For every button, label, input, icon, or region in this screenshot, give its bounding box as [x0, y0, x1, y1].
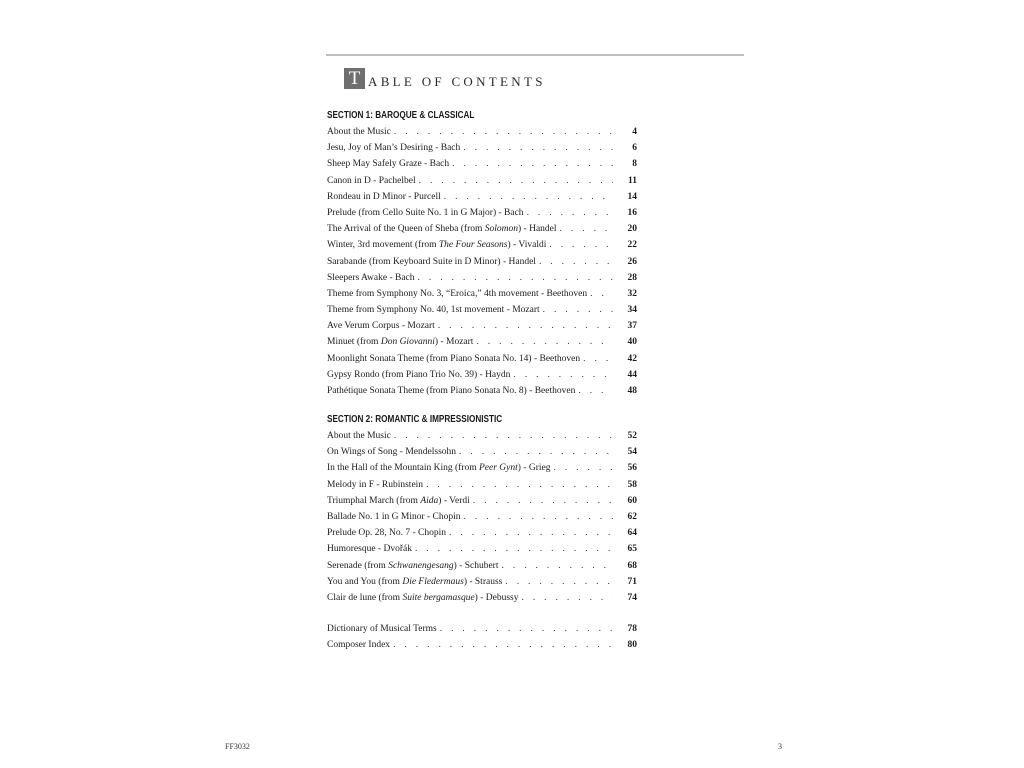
dot-leader	[550, 460, 613, 476]
toc-heading	[344, 67, 546, 89]
entry-page-number: 71	[627, 576, 637, 587]
dot-leader	[435, 318, 613, 334]
section-1-entry[interactable]	[327, 351, 637, 367]
entry-page-number: 80	[627, 640, 637, 651]
entry-page-number: 74	[627, 592, 637, 603]
entry-page-number: 42	[627, 353, 637, 364]
dot-leader	[587, 286, 613, 302]
section-1-entry[interactable]	[327, 367, 637, 383]
entry-title: Sheep May Safely Graze - Bach	[327, 159, 450, 170]
dot-leader	[441, 189, 613, 205]
dot-leader	[437, 621, 613, 637]
section-1-entry[interactable]	[327, 286, 637, 302]
entry-title: Winter, 3rd movement (from The Four Seasons) - Vivaldi	[327, 240, 547, 251]
section-2-entry[interactable]	[327, 477, 637, 493]
section-2-entry[interactable]	[327, 541, 637, 557]
entry-page-number: 62	[627, 511, 637, 522]
dot-leader	[470, 493, 613, 509]
section-2-entry[interactable]	[327, 493, 637, 509]
footer-catalog-code: FF3032	[225, 742, 250, 751]
footer-page-number: 3	[778, 742, 782, 751]
entry-page-number: 48	[627, 386, 637, 396]
entry-page-number: 64	[627, 528, 637, 539]
entry-page-number: 60	[627, 495, 637, 506]
entry-page-number: 56	[627, 463, 637, 474]
entry-page-number: 28	[627, 272, 637, 283]
entry-page-number: 54	[627, 447, 637, 458]
dot-leader	[460, 140, 613, 156]
section-2-entry[interactable]	[327, 525, 637, 541]
entry-title: Minuet (from Don Giovanni) - Mozart	[327, 337, 474, 348]
dot-leader	[390, 637, 613, 653]
entry-page-number: 11	[628, 175, 637, 186]
dot-leader	[499, 558, 614, 574]
section-2-entry[interactable]	[327, 460, 637, 476]
dot-leader	[510, 367, 613, 383]
section-1-entry[interactable]	[327, 140, 637, 156]
entry-title: Jesu, Joy of Man’s Desiring - Bach	[327, 143, 461, 154]
dot-leader	[546, 237, 613, 253]
section-1-entry[interactable]	[327, 302, 637, 318]
entry-title: About the Music	[327, 431, 391, 441]
dot-leader	[412, 541, 613, 557]
entry-page-number: 26	[627, 256, 637, 267]
entry-title: In the Hall of the Mountain King (from Peer Gynt) - Grieg	[327, 463, 551, 474]
entry-page-number: 78	[627, 624, 637, 634]
entry-page-number: 20	[627, 224, 637, 235]
dot-leader	[524, 205, 613, 221]
section-2-entry[interactable]	[327, 590, 637, 606]
dot-leader	[446, 525, 613, 541]
section-1-list	[327, 124, 637, 399]
entry-page-number: 16	[627, 207, 637, 218]
section-2-heading: SECTION 2: ROMANTIC & IMPRESSIONISTIC	[327, 413, 503, 425]
dot-leader	[557, 221, 613, 237]
section-1-entry[interactable]	[327, 270, 637, 286]
dot-leader	[580, 351, 613, 367]
dot-leader	[502, 574, 613, 590]
section-1-entry[interactable]	[327, 254, 637, 270]
section-1-entry[interactable]	[327, 237, 637, 253]
entry-title: Melody in F - Rubinstein	[327, 479, 424, 490]
entry-title: Theme from Symphony No. 40, 1st movement - Mozart	[327, 305, 540, 316]
entry-title: On Wings of Song - Mendelssohn	[327, 447, 457, 458]
entry-title: Sarabande (from Keyboard Suite in D Minor) - Handel	[327, 256, 536, 267]
appendix-entry[interactable]	[327, 637, 637, 653]
entry-title: Dictionary of Musical Terms	[327, 624, 437, 634]
section-1-entry[interactable]	[327, 173, 637, 189]
dot-leader	[449, 156, 613, 172]
dot-leader	[423, 477, 613, 493]
entry-title: You and You (from Die Fledermaus) - Strauss	[327, 576, 503, 587]
entry-title: Ave Verum Corpus - Mozart	[327, 321, 435, 332]
section-2-entry[interactable]	[327, 558, 637, 574]
entry-title: Triumphal March (from Aida) - Verdi	[327, 495, 470, 506]
section-1-entry[interactable]	[327, 205, 637, 221]
section-2-entry[interactable]	[327, 444, 637, 460]
entry-title: Prelude (from Cello Suite No. 1 in G Major) - Bach	[327, 207, 524, 218]
entry-title: Ballade No. 1 in G Minor - Chopin	[327, 511, 461, 522]
entry-title: Sleepers Awake - Bach	[327, 272, 415, 283]
section-1-entry[interactable]	[327, 124, 637, 140]
entry-title: About the Music	[327, 127, 391, 137]
toc-heading-text: ABLE OF CONTENTS	[368, 74, 546, 89]
entry-page-number: 4	[632, 127, 637, 137]
section-2-entry[interactable]	[327, 509, 637, 525]
entry-page-number: 8	[632, 159, 637, 170]
entry-title: The Arrival of the Queen of Sheba (from Solomon) - Handel	[327, 224, 557, 235]
entry-page-number: 37	[627, 321, 637, 332]
entry-title: Clair de lune (from Suite bergamasque) - Debussy	[327, 592, 519, 603]
entry-page-number: 22	[627, 240, 637, 251]
drop-cap-initial: T	[344, 68, 365, 89]
entry-title: Composer Index	[327, 640, 391, 651]
section-1-entry[interactable]	[327, 221, 637, 237]
section-2-entry[interactable]	[327, 428, 637, 444]
top-rule	[326, 54, 744, 56]
entry-page-number: 40	[627, 337, 637, 348]
dot-leader	[391, 428, 613, 444]
section-1-entry[interactable]	[327, 189, 637, 205]
entry-page-number: 6	[632, 143, 637, 154]
entry-title: Canon in D - Pachelbel	[327, 175, 416, 186]
dot-leader	[536, 254, 613, 270]
dot-leader	[540, 302, 613, 318]
dot-leader	[415, 270, 614, 286]
dot-leader	[518, 590, 613, 606]
entry-page-number: 44	[627, 369, 637, 380]
dot-leader	[391, 124, 613, 140]
entry-page-number: 52	[627, 431, 637, 441]
dot-leader	[456, 444, 613, 460]
section-1-heading: SECTION 1: BAROQUE & CLASSICAL	[327, 109, 475, 121]
entry-title: Moonlight Sonata Theme (from Piano Sonata No. 14) - Beethoven	[327, 353, 581, 364]
dot-leader	[575, 383, 613, 399]
dot-leader	[473, 334, 613, 350]
entry-page-number: 68	[627, 560, 637, 571]
entry-title: Humoresque - Dvořák	[327, 544, 412, 555]
entry-page-number: 32	[627, 288, 637, 299]
section-1-entry[interactable]	[327, 383, 637, 399]
entry-title: Gypsy Rondo (from Piano Trio No. 39) - Haydn	[327, 369, 511, 380]
entry-title: Rondeau in D Minor - Purcell	[327, 191, 441, 202]
section-2-entry[interactable]	[327, 574, 637, 590]
section-1-entry[interactable]	[327, 318, 637, 334]
section-2-list	[327, 428, 637, 606]
section-1-entry[interactable]	[327, 334, 637, 350]
entry-title: Prelude Op. 28, No. 7 - Chopin	[327, 528, 447, 539]
dot-leader	[416, 173, 613, 189]
appendix-list	[327, 621, 637, 653]
entry-page-number: 65	[627, 544, 637, 555]
entry-page-number: 58	[627, 479, 637, 490]
entry-page-number: 34	[627, 305, 637, 316]
appendix-entry[interactable]	[327, 621, 637, 637]
entry-page-number: 14	[627, 191, 637, 202]
dot-leader	[461, 509, 613, 525]
entry-title: Theme from Symphony No. 3, “Eroica,” 4th movement - Beethoven	[327, 288, 588, 299]
entry-title: Serenade (from Schwanengesang) - Schubert	[327, 560, 499, 571]
section-1-entry[interactable]	[327, 156, 637, 172]
entry-title: Pathétique Sonata Theme (from Piano Sonata No. 8) - Beethoven	[327, 386, 576, 396]
